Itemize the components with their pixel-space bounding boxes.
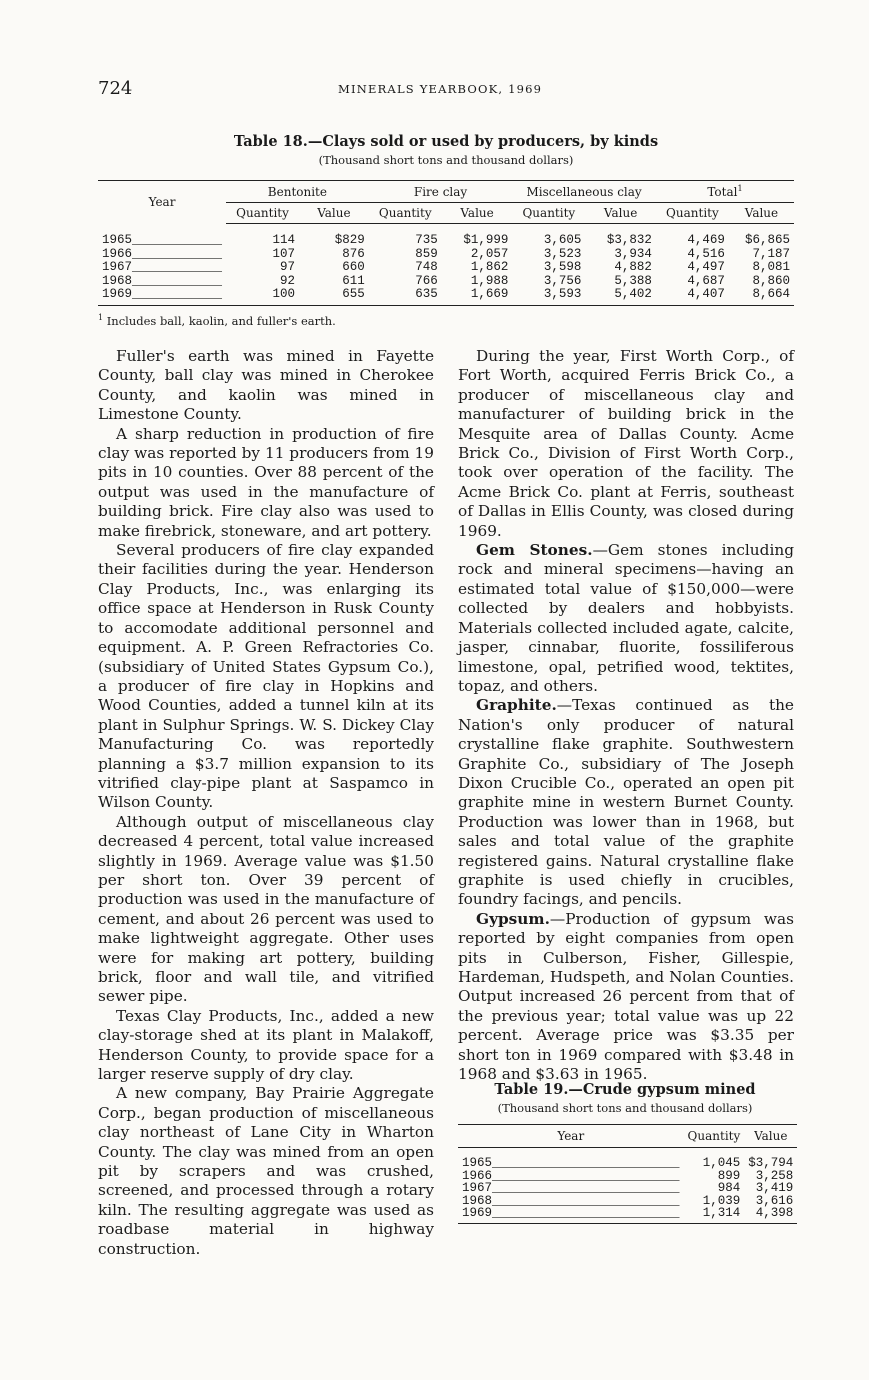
year-cell: 1966_________________________: [462, 1168, 680, 1183]
section-lead: Graphite.: [476, 696, 557, 715]
quantity-header: Quantity: [226, 203, 299, 224]
table-19: [458, 1124, 797, 1224]
value-cell: $3,794: [748, 1156, 794, 1170]
paragraph: [458, 696, 794, 909]
table-row: [98, 248, 794, 262]
year-header: Year: [458, 1125, 684, 1148]
paragraph-text: —Production of gypsum was reported by eight companies from open pits in Culberson, Fisher, Gillespie, Hardeman, Hudspeth, and Nolan Counties. Output increased 26 percent from that of the previous year; total value was up 22 percent. Average price was $3.35 per short ton in 1969 compared with $3.48 in 1968 and $3.63 in 1965.: [458, 909, 794, 1084]
paragraph: [458, 910, 794, 1085]
table-row: [98, 261, 794, 275]
paragraph: [98, 813, 434, 1007]
paragraph-text: —Gem stones including rock and mineral specimens—having an estimated total value of $150,000—were collected by dealers and hobbyists. Materials collected included agate, calcite, jasper, cinnabar, fluorite, fossiliferous limestone, opal, petrified wood, tektites, topaz, and others.: [458, 541, 794, 695]
quantity-header: Quantity: [512, 203, 585, 224]
paragraph: [98, 347, 434, 425]
table-cell: 5,388: [614, 273, 652, 288]
value-cell: 4,398: [744, 1207, 797, 1223]
paragraph-text: Fuller's earth was mined in Fayette County, ball clay was mined in Cherokee County, and kaolin was mined in Limestone County.: [98, 347, 434, 424]
table-cell: 4,687: [687, 273, 725, 288]
table-cell: 4,882: [614, 260, 652, 274]
quantity-cell: 1,314: [684, 1207, 745, 1223]
table-cell: 5,402: [585, 288, 656, 305]
quantity-header: Quantity: [684, 1125, 745, 1148]
table-cell: 3,598: [543, 260, 582, 274]
table-cell: 3,593: [512, 288, 585, 305]
table-row: [98, 224, 794, 248]
year-cell: 1965____________: [102, 232, 223, 247]
table-cell: 7,187: [752, 246, 790, 261]
table-cell: 655: [299, 288, 369, 305]
table-row: [98, 288, 794, 305]
running-head: MINERALS YEARBOOK, 1969: [338, 82, 543, 96]
table-cell: 4,497: [687, 260, 725, 274]
table-cell: $6,865: [744, 233, 790, 247]
section-lead: Gem Stones.: [476, 541, 593, 560]
table-cell: 766: [415, 273, 438, 288]
table-cell: $3,832: [606, 233, 652, 247]
table-cell: 748: [415, 260, 438, 274]
paragraph-text: Although output of miscellaneous clay decreased 4 percent, total value increased slightly in 1969. Average value was $1.50 per short ton. Over 39 percent of production was used in the manufacture of cement, and about 26 percent was used to make lightweight aggregate. Other uses were for making art pottery, building brick, floor and wall tile, and vitrified sewer pipe.: [98, 812, 434, 1006]
paragraph-text: Several producers of fire clay expanded their facilities during the year. Henderson Clay Products, Inc., was enlarging its office space at Henderson in Rusk County to accomodate additional personnel and equipment. A. P. Green Refractories Co. (subsidiary of United States Gypsum Co.), a producer of fire clay in Hopkins and Wood Counties, added a tunnel kiln at its plant in Sulphur Springs. W. S. Dickey Clay Manufacturing Co. was reportedly planning a $3.7 million expansion to its vitrified clay-pipe plant at Saspamco in Wilson County.: [98, 541, 434, 812]
table-cell: 4,469: [687, 233, 725, 247]
table-cell: 3,523: [543, 246, 582, 261]
year-cell: 1969____________: [98, 288, 226, 305]
misc-clay-header: Miscellaneous clay: [512, 181, 656, 203]
table-cell: 107: [272, 246, 296, 261]
table-cell: $1,999: [463, 233, 509, 247]
right-column: [458, 347, 794, 1084]
fire-clay-header: Fire clay: [369, 181, 513, 203]
value-header: Value: [585, 203, 656, 224]
paragraph-text: During the year, First Worth Corp., of Fort Worth, acquired Ferris Brick Co., a producer of miscellaneous clay and manufacturer of building brick in the Mesquite area of Dallas County. Acme Brick Co., Division of First Worth Corp., took over operation of the facility. The Acme Brick Co. plant at Ferris, southeast of Dallas in Ellis County, was closed during 1969.: [458, 347, 794, 540]
paragraph-text: —Texas continued as the Nation's only producer of natural crystalline flake graphite. Southwestern Graphite Co., subsidiary of The Joseph Dixon Crucible Co., operated an open pit graphite mine in western Burnet County. Production was lower than in 1968, but sales and total value of the graphite registered gains. Natural crystalline flake graphite is used chiefly in crucibles, foundry facings, and pencils.: [458, 696, 794, 909]
table-cell: 735: [415, 233, 438, 247]
paragraph: [98, 425, 434, 541]
table-row: [458, 1207, 797, 1223]
table-cell: 8,081: [752, 260, 790, 274]
paragraph: [98, 541, 434, 813]
table-cell: 2,057: [470, 246, 509, 261]
year-cell: 1965_________________________: [462, 1156, 680, 1170]
value-cell: 3,258: [755, 1168, 794, 1183]
table-cell: 92: [280, 273, 296, 288]
table-cell: 3,756: [543, 273, 582, 288]
year-cell: 1968_________________________: [462, 1193, 680, 1208]
paragraph-text: A new company, Bay Prairie Aggregate Corp., began production of miscellaneous clay northeast of Lane City in Wharton County. The clay was mined from an open pit by scrapers and was crushed, screened, and processed through a rotary kiln. The resulting aggregate was used as roadbase material in highway construction.: [98, 1084, 434, 1258]
table-cell: 859: [415, 246, 438, 261]
page-number: 724: [98, 78, 133, 99]
year-cell: 1966____________: [102, 246, 223, 261]
value-cell: 3,616: [755, 1193, 794, 1208]
table-row: [458, 1182, 797, 1195]
quantity-cell: 984: [717, 1181, 741, 1195]
year-header: Year: [98, 181, 226, 224]
table-cell: 97: [280, 260, 296, 274]
table-cell: 1,862: [470, 260, 509, 274]
paragraph: [458, 541, 794, 696]
table-cell: 876: [342, 246, 365, 261]
bentonite-header: Bentonite: [226, 181, 369, 203]
table-cell: $829: [334, 233, 365, 247]
paragraph-text: Texas Clay Products, Inc., added a new clay-storage shed at its plant in Malakoff, Henderson County, to provide space for a larger reserve supply of dry clay.: [98, 1006, 434, 1084]
table-cell: 1,988: [470, 273, 509, 288]
table-cell: 4,516: [687, 246, 725, 261]
quantity-header: Quantity: [656, 203, 729, 224]
value-header: Value: [442, 203, 513, 224]
table-cell: 4,407: [656, 288, 729, 305]
paragraph: [458, 347, 794, 541]
table-cell: 611: [342, 273, 365, 288]
quantity-header: Quantity: [369, 203, 442, 224]
left-column: [98, 347, 434, 1259]
table-row: [98, 275, 794, 289]
value-cell: 3,419: [755, 1181, 794, 1195]
value-header: Value: [729, 203, 794, 224]
quantity-cell: 1,039: [702, 1193, 741, 1208]
table-18-subtitle: (Thousand short tons and thousand dollars): [318, 153, 574, 167]
quantity-cell: 1,045: [702, 1156, 741, 1170]
table-cell: 1,669: [442, 288, 513, 305]
table-19-title: Table 19.—Crude gypsum mined: [494, 1081, 756, 1098]
table-cell: 3,605: [543, 233, 582, 247]
table-18-title: Table 18.—Clays sold or used by producers, by kinds: [233, 133, 659, 150]
paragraph-text: A sharp reduction in production of fire clay was reported by 11 producers from 19 pits in 10 counties. Over 88 percent of the output was used in the manufacture of building brick. Fire clay also was used to make firebrick, stoneware, and art pottery.: [98, 424, 434, 540]
table-cell: 3,934: [614, 246, 652, 261]
paragraph: [98, 1007, 434, 1085]
table-19-subtitle: (Thousand short tons and thousand dollars): [497, 1101, 753, 1115]
table-cell: 635: [369, 288, 442, 305]
table-18-footnote: $^1$ Includes ball, kaolin, and fuller's earth.: [98, 313, 336, 328]
total-header: Total$^1$: [656, 181, 794, 203]
year-cell: 1967____________: [102, 260, 223, 274]
paragraph: [98, 1084, 434, 1259]
table-cell: 660: [342, 260, 365, 274]
year-cell: 1969_________________________: [458, 1207, 684, 1223]
table-cell: 114: [272, 233, 296, 247]
value-header: Value: [744, 1125, 797, 1148]
year-cell: 1968____________: [102, 273, 223, 288]
table-cell: 8,664: [729, 288, 794, 305]
table-18: [98, 180, 794, 306]
quantity-cell: 899: [717, 1168, 741, 1183]
table-cell: 100: [226, 288, 299, 305]
table-cell: 8,860: [752, 273, 790, 288]
section-lead: Gypsum.: [476, 909, 550, 928]
table-row: [458, 1148, 797, 1170]
value-header: Value: [299, 203, 369, 224]
total-footnote-marker: 1: [737, 184, 743, 193]
page-header: [98, 78, 798, 100]
year-cell: 1967_________________________: [462, 1181, 680, 1195]
